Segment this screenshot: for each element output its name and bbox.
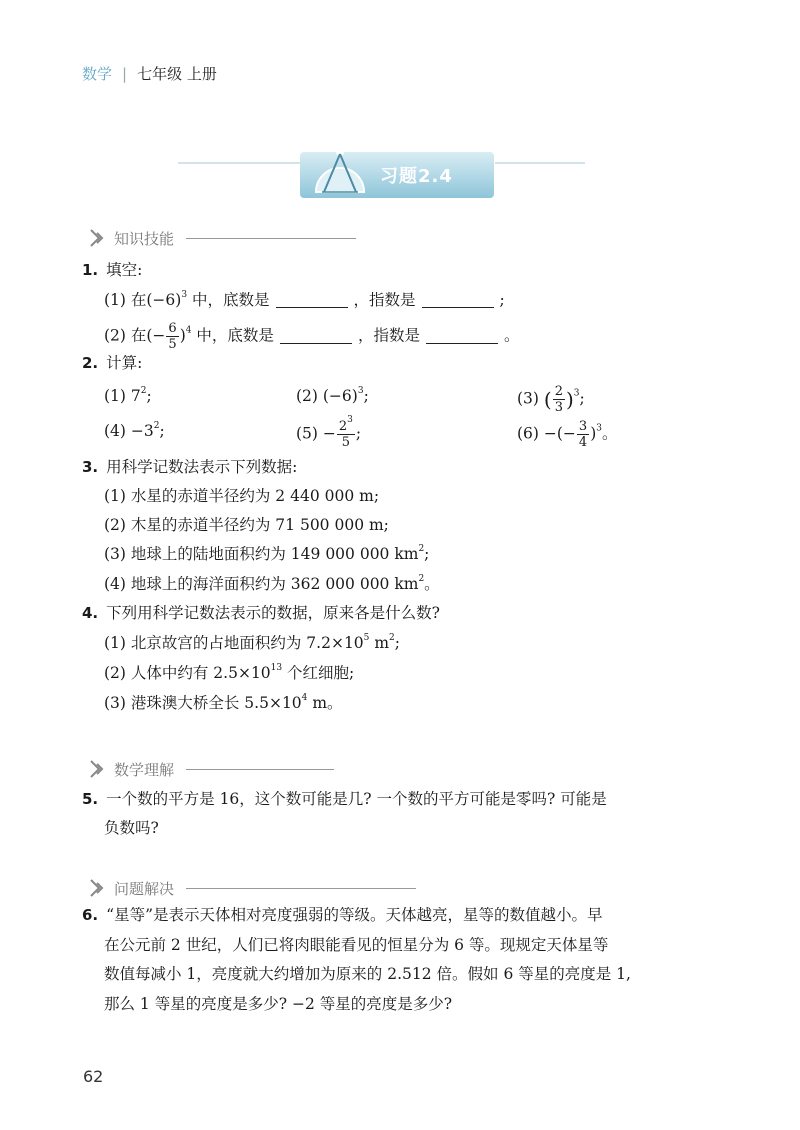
question-number: 4. [82,604,99,622]
chevron-right-icon [88,227,110,249]
section-title: 数学理解 [114,760,175,779]
question-2-item-5: (5) − $\frac{2^3}{5}$ ; [296,415,362,450]
question-2-title [82,352,142,374]
question-6-line-4: 那么 1 等星的亮度是多少? −2 等星的亮度是多少? [104,995,453,1013]
question-5-line-1 [82,788,607,810]
question-number: 2. [82,354,99,372]
question-3-title [82,456,297,478]
question-5-line-2: 负数吗? [104,819,159,837]
answer-blank[interactable] [276,291,348,308]
banner-rule-right [495,162,585,164]
question-number: 1. [82,261,99,279]
section-knowledge [88,227,356,249]
question-2-item-2: (2) $(-6)^3$; [296,386,369,405]
question-3-part-1: (1) 水星的赤道半径约为 2 440 000 m; [104,487,380,505]
question-6-line-1 [82,904,603,926]
section-rule [186,769,334,770]
question-2-item-6: (6) −(− $\frac{3}{4}$ )$^3$。 [517,419,618,450]
question-text: 计算: [106,354,143,372]
section-solving [88,877,416,899]
question-4-part-2: (2) 人体中约有 $2.5\times 10^{13}$ 个红细胞; [104,663,355,682]
question-1-title [82,259,142,281]
chevron-right-icon [88,877,110,899]
header-separator: | [122,65,128,83]
question-4-part-3: (3) 港珠澳大桥全长 $5.5\times 10^4$ m。 [104,693,343,712]
answer-blank[interactable] [422,291,494,308]
question-text: 用科学记数法表示下列数据: [106,458,298,476]
section-understanding [88,758,334,780]
question-text: 下列用科学记数法表示的数据，原来各是什么数? [106,604,440,622]
question-3-part-4: (4) 地球上的海洋面积约为 362 000 000 $km^2$。 [104,574,440,593]
question-1-part-1: (1) 在$(-6)^3$ 中，底数是 ，指数是 ; [104,290,505,309]
question-number: 6. [82,906,99,924]
question-4-title [82,602,440,624]
answer-blank[interactable] [426,327,498,344]
question-2-item-4: $(4) -3^2$; [104,421,165,440]
question-number: 3. [82,458,99,476]
fraction: $\frac{6}{5}$ [168,321,177,352]
section-rule [186,238,356,239]
section-title: 知识技能 [114,229,175,248]
question-text: “星等”是表示天体相对亮度强弱的等级。天体越亮，星等的数值越小。早 [106,906,603,924]
section-title: 问题解决 [114,879,175,898]
question-number: 5. [82,790,99,808]
question-2-item-1: (1) $7^2$; [104,386,152,405]
fraction: $\frac{2^3}{5}$ [338,415,353,450]
question-1-part-2: (2) 在(− $\frac{6}{5}$ )$^4$ 中，底数是 ，指数是 。 [104,321,520,352]
question-3-part-2: (2) 木星的赤道半径约为 71 500 000 m; [104,516,389,534]
fraction: $\frac{2}{3}$ [554,384,563,415]
question-6-line-3: 数值每减小 1，亮度就大约增加为原来的 2.512 倍。假如 6 等星的亮度是 1, [104,965,631,983]
running-header [82,63,217,84]
question-2-item-3: (3) ( $\frac{2}{3}$ )$^3$; [517,384,585,415]
section-rule [186,888,416,889]
question-6-line-2: 在公元前 2 世纪，人们已将肉眼能看见的恒星分为 6 等。现规定天体星等 [104,936,609,954]
answer-blank[interactable] [280,327,352,344]
compass-protractor-icon [310,132,370,202]
grade-label: 七年级 上册 [137,65,217,83]
page-number: 62 [83,1067,104,1086]
subject-label: 数学 [82,65,113,83]
fraction: $\frac{3}{4}$ [578,419,588,450]
question-3-part-3: (3) 地球上的陆地面积约为 149 000 000 $km^2$; [104,544,430,563]
question-text: 一个数的平方是 16，这个数可能是几? 一个数的平方可能是零吗? 可能是 [106,790,607,808]
question-text: 填空: [106,261,143,279]
banner-rule-left [178,162,308,164]
chevron-right-icon [88,758,110,780]
exercise-title: 习题2.4 [380,166,453,187]
question-4-part-1: (1) 北京故宫的占地面积约为 $7.2\times 10^5$ $m^2$; [104,633,400,652]
